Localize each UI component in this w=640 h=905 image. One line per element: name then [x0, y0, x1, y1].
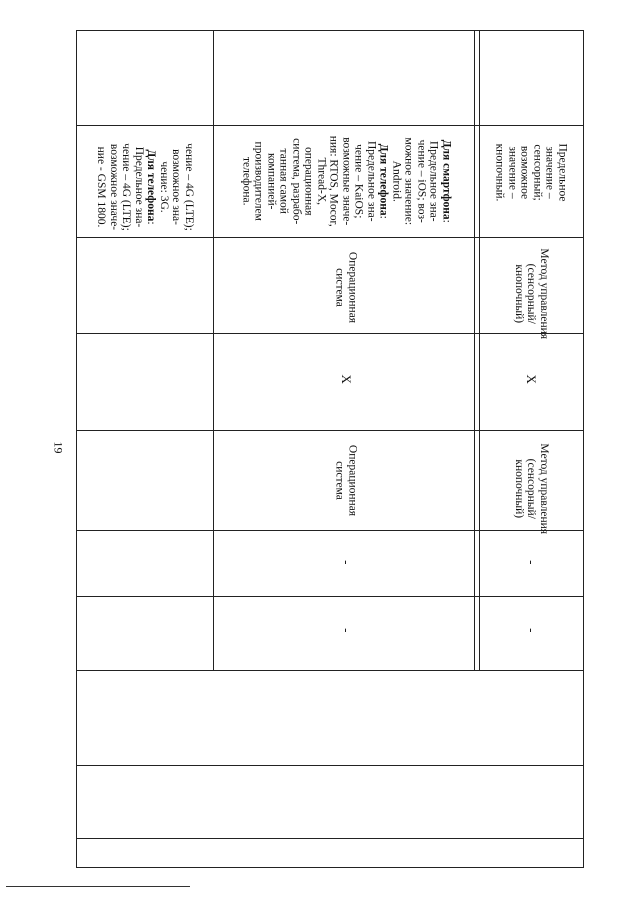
network-value-line: ние - GSM 1800.	[95, 146, 107, 228]
control-value-line: значение –	[544, 146, 556, 199]
os-value-line: Android.	[390, 160, 403, 202]
os-value-text	[240, 66, 453, 296]
network-value-cell	[76, 125, 213, 237]
os-value-line: Предельное зна-	[427, 140, 440, 222]
os-value-line: можное значение:	[402, 137, 415, 226]
os-col4	[213, 333, 479, 430]
os-value-line: чение – iOS; воз-	[415, 139, 428, 223]
control-value-line: сенсорный;	[531, 144, 544, 201]
network-value-text	[95, 131, 195, 243]
control-col2	[479, 596, 583, 670]
os-value-line: операционная	[302, 146, 315, 216]
col-line-7	[76, 670, 584, 671]
control-value-line: кнопочный.	[494, 143, 506, 202]
os-col3-text: Операционная система	[334, 444, 359, 517]
col-line-8	[76, 765, 584, 766]
os-value-cell	[213, 125, 479, 237]
col-line-9	[76, 838, 584, 839]
control-col3	[479, 430, 583, 535]
control-col4	[479, 333, 583, 430]
control-value-line: возможное	[519, 145, 531, 200]
control-value-cell	[479, 125, 583, 237]
control-value-line: значение –	[506, 146, 519, 199]
network-value-line: Для телефона:	[145, 149, 157, 225]
os-value-line: телефона.	[240, 157, 253, 206]
table	[76, 30, 584, 868]
os-value-line: компанией-	[265, 153, 278, 210]
os-col4-text: Х	[339, 374, 355, 384]
os-value-line: производителем	[252, 141, 265, 221]
footnote-separator	[6, 886, 190, 887]
table-border-bottom	[76, 867, 584, 868]
os-col2-text: -	[339, 628, 355, 633]
control-value-line: Предельное	[556, 143, 569, 202]
network-value-line: возможное значе-	[107, 143, 120, 231]
control-value-text	[494, 121, 569, 225]
table-border-top	[76, 30, 584, 31]
os-col2	[213, 596, 479, 670]
os-col5-text: Операционная система	[334, 251, 359, 324]
os-value-line: танная самой	[277, 148, 290, 214]
os-col1	[213, 530, 479, 596]
network-value-line: чение – 4G (LTE);	[120, 143, 132, 231]
os-value-line: Thread-X,	[315, 157, 328, 206]
os-value-line: ния: RTOS, Mocor,	[327, 135, 340, 227]
os-value-line: Предельное зна-	[365, 140, 378, 222]
os-col1-text: -	[339, 560, 355, 565]
os-value-line: Для телефона:	[377, 143, 390, 219]
control-col5	[479, 237, 583, 340]
control-col3-text: Метод управления (сенсорный/ кнопочный)	[512, 443, 550, 535]
os-value-line: чение – KaiOS;	[352, 144, 365, 219]
network-value-line: Предельное зна-	[132, 146, 145, 228]
control-col5-text: Метод управления (сенсорный/ кнопочный)	[512, 248, 550, 340]
table-border-right	[583, 30, 584, 868]
control-col4-text: Х	[524, 374, 540, 384]
os-value-line: система, разрабо-	[290, 138, 303, 225]
control-col2-text: -	[524, 628, 540, 633]
control-col1	[479, 530, 583, 596]
network-value-line: чение – 4G (LTE);	[182, 143, 195, 231]
network-value-line: чение: 3G.	[157, 161, 170, 213]
page-number: 19	[51, 441, 66, 454]
control-col1-text: -	[524, 560, 540, 565]
network-value-line: возможное зна-	[170, 149, 182, 225]
os-value-line: Для смартфона:	[440, 139, 453, 223]
os-value-line: возможные значе-	[340, 137, 353, 226]
os-col3	[213, 430, 479, 530]
